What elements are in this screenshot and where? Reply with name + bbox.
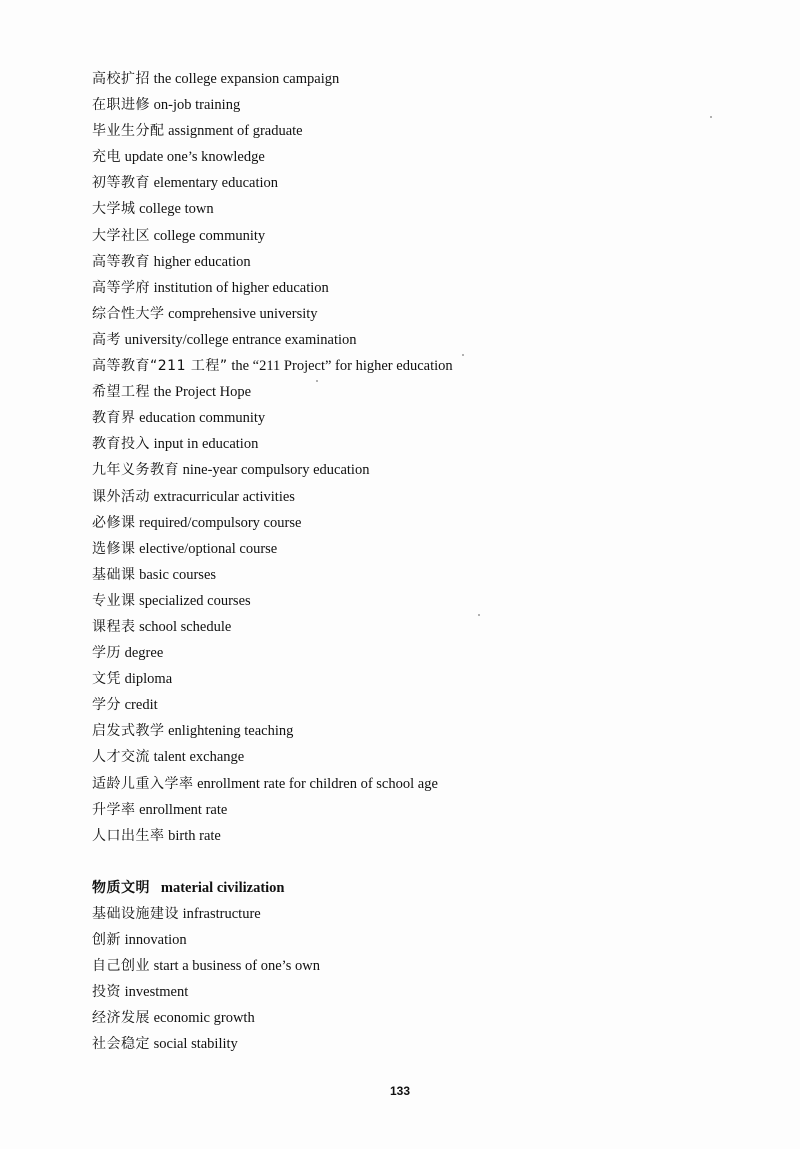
glossary-entry <box>92 692 752 718</box>
term-chinese: 升学率 <box>92 801 136 818</box>
scan-speck <box>462 354 464 356</box>
term-chinese: 在职进修 <box>92 97 150 114</box>
term-english: update one’s knowledge <box>124 149 265 166</box>
term-chinese: 社会稳定 <box>92 1036 150 1053</box>
glossary-entry <box>92 1005 752 1031</box>
term-english: input in education <box>153 436 259 453</box>
glossary-entry <box>92 92 752 118</box>
glossary-entry <box>92 457 752 483</box>
glossary-entry <box>92 979 752 1005</box>
term-chinese: 自己创业 <box>92 958 150 975</box>
glossary-entry <box>92 536 752 562</box>
term-english: required/compulsory course <box>139 514 302 531</box>
term-chinese: 希望工程 <box>92 384 150 401</box>
glossary-entry <box>92 510 752 536</box>
term-english: the college expansion campaign <box>153 71 340 87</box>
term-chinese: 教育投入 <box>92 436 150 453</box>
glossary-entry <box>92 718 752 744</box>
term-chinese: 人口出生率 <box>92 827 165 844</box>
term-chinese: 文凭 <box>92 671 121 688</box>
scan-speck <box>478 614 480 616</box>
term-chinese: 人才交流 <box>92 749 150 766</box>
term-chinese: 投资 <box>92 984 121 1001</box>
page-number: 133 <box>389 1084 411 1098</box>
term-english: enrollment rate <box>139 801 228 818</box>
term-chinese: 高等教育“211 工程” <box>92 358 228 375</box>
term-chinese: 专业课 <box>92 592 136 609</box>
term-chinese: 学历 <box>92 645 121 662</box>
term-chinese: 高考 <box>92 331 121 348</box>
glossary-entry <box>92 170 752 196</box>
term-english: diploma <box>124 671 173 688</box>
term-english: elective/optional course <box>139 540 278 557</box>
glossary-entry <box>92 901 752 927</box>
term-chinese: 毕业生分配 <box>92 123 165 140</box>
term-chinese: 创新 <box>92 932 121 948</box>
term-english: the “211 Project” for higher education <box>231 358 453 375</box>
term-chinese: 适龄儿重入学率 <box>92 775 194 792</box>
term-chinese: 经济发展 <box>92 1010 150 1027</box>
term-english: degree <box>124 645 164 662</box>
glossary-entry <box>92 431 752 457</box>
term-english: economic growth <box>153 1010 255 1027</box>
glossary-entry <box>92 249 752 275</box>
glossary-entry <box>92 144 752 170</box>
term-chinese: 高等教育 <box>92 253 150 270</box>
term-chinese: 必修课 <box>92 514 136 531</box>
glossary-entry <box>92 327 752 353</box>
glossary-entry <box>92 614 752 640</box>
term-english: infrastructure <box>182 905 261 922</box>
term-chinese: 启发式教学 <box>92 723 165 740</box>
term-english: extracurricular activities <box>153 488 295 505</box>
term-english: school schedule <box>139 618 232 635</box>
term-chinese: 充电 <box>92 149 121 166</box>
term-english: investment <box>124 984 189 1001</box>
scan-speck <box>710 116 712 118</box>
term-english: college community <box>153 227 266 244</box>
term-english: comprehensive university <box>168 305 318 322</box>
term-chinese: 九年义务教育 <box>92 462 179 479</box>
glossary-entry <box>92 66 752 92</box>
term-english: enrollment rate for children of school age <box>197 775 438 792</box>
term-english: college town <box>139 201 214 218</box>
term-chinese: 大学社区 <box>92 227 150 244</box>
term-chinese: 大学城 <box>92 201 136 218</box>
term-english: talent exchange <box>153 749 245 766</box>
term-english: innovation <box>124 932 187 948</box>
glossary-list <box>92 66 752 1057</box>
term-chinese: 高等学府 <box>92 279 150 296</box>
glossary-entry <box>92 744 752 770</box>
glossary-entry <box>92 405 752 431</box>
term-chinese: 学分 <box>92 697 121 714</box>
term-english: on-job training <box>153 97 241 114</box>
glossary-entry <box>92 118 752 144</box>
term-english: birth rate <box>168 827 221 844</box>
term-chinese: 高校扩招 <box>92 71 150 87</box>
term-chinese: 课外活动 <box>92 488 150 505</box>
glossary-entry <box>92 771 752 797</box>
glossary-entry <box>92 797 752 823</box>
term-english: elementary education <box>153 175 279 192</box>
term-chinese: 初等教育 <box>92 175 150 192</box>
glossary-group-economy <box>92 901 752 1058</box>
term-english: enlightening teaching <box>168 723 294 740</box>
term-chinese: 基础设施建设 <box>92 905 179 922</box>
glossary-entry <box>92 588 752 614</box>
glossary-entry <box>92 953 752 979</box>
glossary-entry <box>92 353 752 379</box>
glossary-entry <box>92 484 752 510</box>
term-english: university/college entrance examination <box>124 331 357 348</box>
heading-chinese: 物质文明 <box>92 879 150 896</box>
glossary-entry <box>92 823 752 849</box>
term-english: social stability <box>153 1036 238 1053</box>
glossary-entry <box>92 223 752 249</box>
glossary-entry <box>92 666 752 692</box>
section-gap <box>92 849 752 875</box>
term-chinese: 选修课 <box>92 540 136 557</box>
glossary-entry <box>92 379 752 405</box>
term-english: basic courses <box>139 566 217 583</box>
glossary-entry <box>92 275 752 301</box>
scan-speck <box>316 380 318 382</box>
term-chinese: 教育界 <box>92 410 136 427</box>
term-chinese: 课程表 <box>92 618 136 635</box>
term-english: assignment of graduate <box>168 123 303 140</box>
term-english: higher education <box>153 253 251 270</box>
heading-english: material civilization <box>160 879 285 896</box>
term-english: start a business of one’s own <box>153 958 320 975</box>
term-chinese: 基础课 <box>92 566 136 583</box>
term-english: the Project Hope <box>153 384 252 401</box>
glossary-entry <box>92 196 752 222</box>
glossary-entry <box>92 927 752 953</box>
section-heading <box>92 875 752 901</box>
term-english: nine-year compulsory education <box>182 462 370 479</box>
term-english: credit <box>124 697 158 714</box>
term-chinese: 综合性大学 <box>92 305 165 322</box>
term-english: institution of higher education <box>153 279 329 296</box>
term-english: specialized courses <box>139 592 251 609</box>
glossary-entry <box>92 1031 752 1057</box>
glossary-entry <box>92 562 752 588</box>
glossary-group-education <box>92 66 752 849</box>
glossary-entry <box>92 640 752 666</box>
term-english: education community <box>139 410 266 427</box>
glossary-entry <box>92 301 752 327</box>
